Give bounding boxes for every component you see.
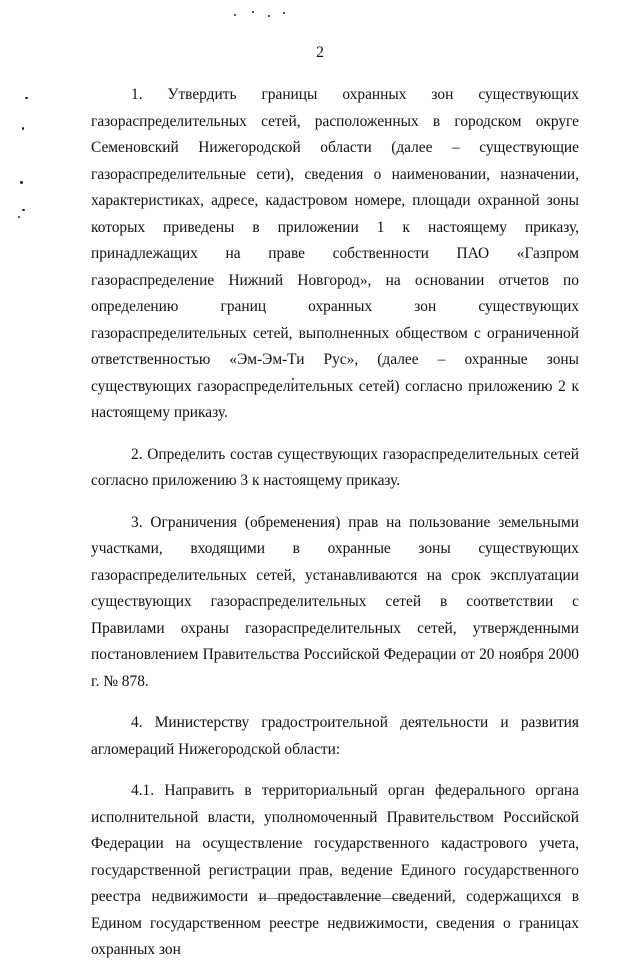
paragraph-1: 1. Утвердить границы охранных зон существующих газораспределительных сетей, расположенных в городском округе Семеновский Нижегородской области (далее – существующие газораспределительные сети), сведения о наименовании, назначении, характеристиках, адресе, кадастровом номере, площади охранной зоны которых приведены в приложении 1 к настоящему приказу, принадлежащих на праве собственности ПАО «Газпром газораспределение Нижний Новгород», на основании отчетов по определению границ охранных зон существующих газораспределительных сетей, выполненных обществом с ограниченной ответственностью «Эм-Эм-Ти Рус», (далее – охранные зоны существующих газораспределительных сетей) согласно приложению 2 к настоящему приказу. — [91, 86, 579, 421]
scan-speck — [234, 14, 236, 16]
scan-speck — [22, 127, 24, 130]
scan-speck — [18, 216, 20, 218]
scan-speck — [20, 181, 23, 184]
scan-speck — [252, 11, 254, 13]
scan-speck — [283, 12, 285, 14]
paragraph-2: 2. Определить состав существующих газораспределительных сетей согласно приложению 3 к настоящему приказу. — [91, 445, 579, 489]
paragraph-3: 3. Ограничения (обременения) прав на пользование земельными участками, входящими в охранные зоны существующих газораспределительных сетей, устанавливаются на срок эксплуатации существующих газораспределительных сетей в соответствии с Правилами охраны газораспределительных сетей, утвержденными постановлением Правительства Российской Федерации от 20 ноября 2000 г. № 878. — [91, 513, 579, 690]
paragraph-4-1: 4.1. Направить в территориальный орган федерального органа исполнительной власти, уполномоченный Правительством Российской Федерации на осуществление государственного кадастрового учета, государственной регистрации прав, ведение Единого государственного реестра недвижимости и предоставление сведений, содержащихся в Едином государственном реестре недвижимости, сведения о границах охранных зон — [91, 782, 579, 958]
scan-speck — [22, 209, 25, 211]
scan-speck — [268, 15, 270, 17]
scan-speck — [25, 97, 28, 99]
page-number: 2 — [316, 44, 324, 61]
document-body — [91, 82, 579, 979]
paragraph-4: 4. Министерству градостроительной деятельности и развития агломераций Нижегородской области: — [91, 714, 579, 758]
